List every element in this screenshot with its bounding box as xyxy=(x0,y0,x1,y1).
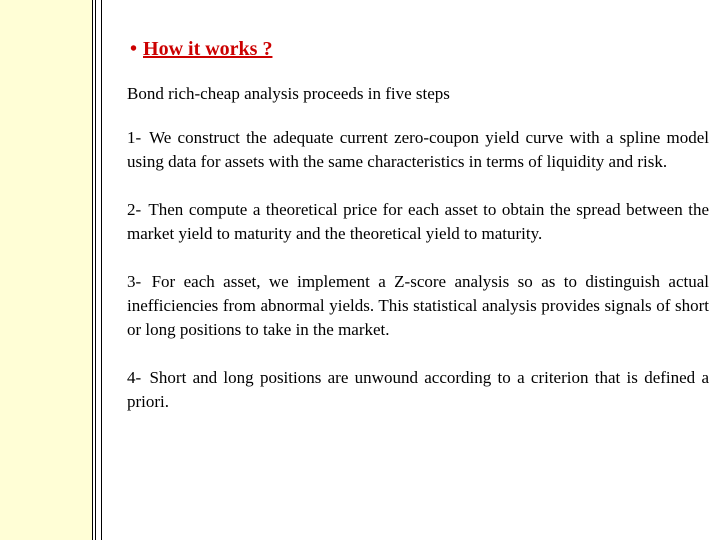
step-item xyxy=(127,366,709,414)
step-number: 2- xyxy=(127,200,142,219)
slide-body xyxy=(127,82,709,438)
intro-text: Bond rich-cheap analysis proceeds in five steps xyxy=(127,84,450,103)
step-number: 4- xyxy=(127,368,142,387)
slide-title: How it works ? xyxy=(143,38,273,60)
sidebar-divider-line xyxy=(95,0,96,540)
slide-heading xyxy=(130,36,272,62)
step-text: For each asset, we implement a Z-score analysis so as to distinguish actual inefficiencies from abnormal yields. This statistical analysis provides signals of short or long positions to take in the market. xyxy=(127,272,710,339)
bullet-icon: • xyxy=(130,38,138,60)
sidebar-divider-line xyxy=(92,0,93,540)
step-text: Then compute a theoretical price for each asset to obtain the spread between the market yield to maturity and the theoretical yield to maturity. xyxy=(127,200,709,243)
step-item xyxy=(127,126,709,174)
step-number: 3- xyxy=(127,272,142,291)
step-text: Short and long positions are unwound according to a criterion that is defined a priori. xyxy=(127,368,710,411)
step-text: We construct the adequate current zero-coupon yield curve with a spline model using data for assets with the same characteristics in terms of liquidity and risk. xyxy=(127,128,709,171)
sidebar-divider-line xyxy=(101,0,102,540)
step-item xyxy=(127,198,709,246)
step-number: 1- xyxy=(127,128,142,147)
step-item xyxy=(127,270,709,342)
left-sidebar-panel xyxy=(0,0,92,540)
